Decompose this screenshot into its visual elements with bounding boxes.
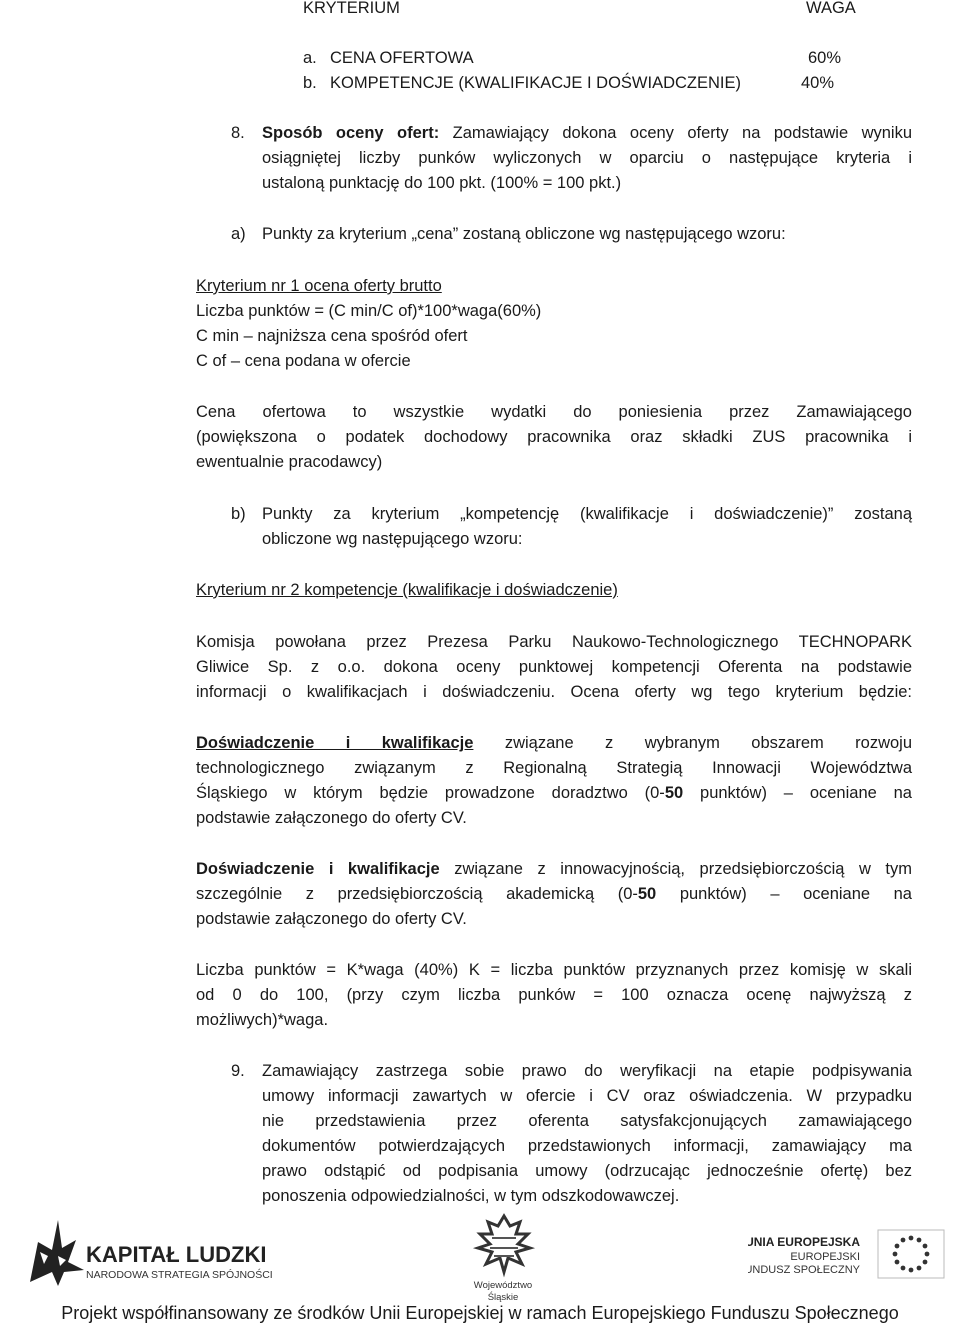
exp-1-line-3-post: punktów) – oceniane na (700, 784, 912, 802)
criterion-column-header: KRYTERIUM (303, 0, 400, 17)
commission-line-3: informacji o kwalifikacjach i doświadczeniu. Ocena oferty wg tego kryterium będzie: (196, 683, 912, 701)
exp-2-line-1-rest: związane z innowacyjnością, przedsiębiorczością w tym (454, 860, 912, 878)
wojewodztwo-slaskie-logo (458, 1212, 548, 1304)
ue-line-2: EUROPEJSKI (790, 1251, 860, 1263)
sub-b-marker: b) (231, 505, 246, 523)
commission-line-1: Komisja powołana przez Prezesa Parku Naukowo-Technologicznego TECHNOPARK (196, 633, 912, 651)
section-9-line-6: ponoszenia odpowiedzialności, w tym odszkodowawczej. (262, 1187, 680, 1205)
section-8-line-1 (262, 121, 912, 146)
criteria-marker-a: a. (303, 49, 317, 67)
points-line-3: możliwych)*waga. (196, 1011, 329, 1029)
weight-column-header: WAGA (806, 0, 856, 17)
kapital-ludzki-logo (28, 1212, 293, 1287)
exp-2-line-3: podstawie załączonego do oferty CV. (196, 910, 467, 928)
sub-a-marker: a) (231, 225, 246, 243)
exp-1-line-3-pre: Śląskiego w którym będzie prowadzone doradztwo (0- (196, 784, 665, 802)
commission-line-2: Gliwice Sp. z o.o. dokona oceny punktowej kompetencji Oferenta na podstawie (196, 658, 912, 676)
sub-b-line-2: obliczone wg następującego wzoru: (262, 530, 523, 548)
criterion-2-title: Kryterium nr 2 kompetencje (kwalifikacje i doświadczenie) (196, 581, 618, 599)
exp-2-line-2-post: punktów) – oceniane na (679, 885, 912, 903)
price-note-line-2: (powiększona o podatek dochodowy pracownika oraz składki ZUS pracownika i (196, 428, 912, 446)
exp-2-line-2-pre: szczególnie z przedsiębiorczością akademicką (0- (196, 885, 638, 903)
unia-europejska-logo (748, 1226, 948, 1286)
exp-1-line-1 (196, 731, 912, 756)
section-9-line-5: prawo odstąpić od podpisania umowy (odrzucając jednocześnie ofertę) bez (262, 1162, 912, 1180)
criterion-1-title: Kryterium nr 1 ocena oferty brutto (196, 277, 442, 295)
points-line-1: Liczba punktów = K*waga (40%) K = liczba punktów przyznanych przez komisję w skali (196, 961, 912, 979)
section-8-number: 8. (231, 124, 245, 142)
sub-a-text: Punkty za kryterium „cena” zostaną obliczone wg następującego wzoru: (262, 225, 786, 243)
section-8-line-3: ustaloną punktację do 100 pkt. (100% = 100 pkt.) (262, 174, 622, 192)
exp-2-line-2 (196, 882, 912, 907)
exp-1-line-1-rest: związane z wybranym obszarem rozwoju (504, 734, 912, 752)
section-8-line-1-text: Zamawiający dokona oceny oferty na podstawie wyniku (452, 124, 912, 142)
price-note-line-3: ewentualnie pracodawcy) (196, 453, 383, 471)
criterion-1-formula: Liczba punktów = (C min/C of)*100*waga(60%) (196, 302, 542, 320)
kapital-ludzki-title: KAPITAŁ LUDZKI (86, 1242, 267, 1267)
kapital-ludzki-star-icon (28, 1212, 293, 1287)
footer-funding-note: Projekt współfinansowany ze środków Unii Europejskiej w ramach Europejskiego Funduszu Społecznego (61, 1303, 899, 1323)
criteria-name-b: KOMPETENCJE (KWALIFIKACJE I DOŚWIADCZENIE) (330, 74, 742, 92)
section-8-bold-lead: Sposób oceny ofert: (262, 124, 440, 142)
criteria-weight-a: 60% (808, 49, 842, 67)
slaskie-eagle-icon (458, 1212, 548, 1304)
eu-flag-stars-icon (878, 1230, 944, 1278)
exp-1-line-3-bold: 50 (664, 784, 684, 802)
ue-line-3: FUNDUSZ SPOŁECZNY (748, 1264, 860, 1276)
kapital-ludzki-subtitle: NARODOWA STRATEGIA SPÓJNOŚCI (86, 1269, 273, 1281)
section-9-line-4: dokumentów potwierdzających przedstawionych informacji, zamawiający ma (262, 1137, 912, 1155)
criterion-1-cmin: C min – najniższa cena spośród ofert (196, 327, 468, 345)
exp-2-line-2-bold: 50 (637, 885, 657, 903)
criteria-weight-b: 40% (801, 74, 835, 92)
slaskie-line-2: Śląskie (487, 1292, 519, 1303)
section-9-line-2: umowy informacji zawartych w ofercie i CV oraz oświadczenia. W przypadku (262, 1087, 912, 1105)
criteria-name-a: CENA OFERTOWA (330, 49, 474, 67)
exp-1-line-3 (196, 781, 912, 806)
section-9-number: 9. (231, 1062, 245, 1080)
exp-1-line-4: podstawie załączonego do oferty CV. (196, 809, 467, 827)
section-8-line-2: osiągniętej liczby punków wyliczonych w oparciu o następujące kryteria i (262, 149, 912, 167)
exp-2-bold: Doświadczenie i kwalifikacje (196, 860, 440, 878)
exp-2-line-1 (196, 857, 912, 882)
criteria-marker-b: b. (303, 74, 317, 92)
ue-line-1: UNIA EUROPEJSKA (748, 1235, 860, 1249)
section-9-line-1: Zamawiający zastrzega sobie prawo do weryfikacji na etapie podpisywania (262, 1062, 912, 1080)
criterion-1-cof: C of – cena podana w ofercie (196, 352, 411, 370)
price-note-line-1: Cena ofertowa to wszystkie wydatki do poniesienia przez Zamawiającego (196, 403, 912, 421)
section-9-line-3: nie przedstawienia przez oferenta satysfakcjonujących zamawiającego (262, 1112, 912, 1130)
sub-b-line-1: Punkty za kryterium „kompetencję (kwalifikacje i doświadczenie)” zostaną (262, 505, 912, 523)
exp-1-line-2: technologicznego związanym z Regionalną Strategią Innowacji Województwa (196, 759, 912, 777)
slaskie-line-1: Województwo (473, 1280, 533, 1291)
points-line-2: od 0 do 100, (przy czym liczba punków = 100 oznacza ocenę najwyższą z (196, 986, 912, 1004)
exp-1-bold: Doświadczenie i kwalifikacje (196, 734, 474, 752)
